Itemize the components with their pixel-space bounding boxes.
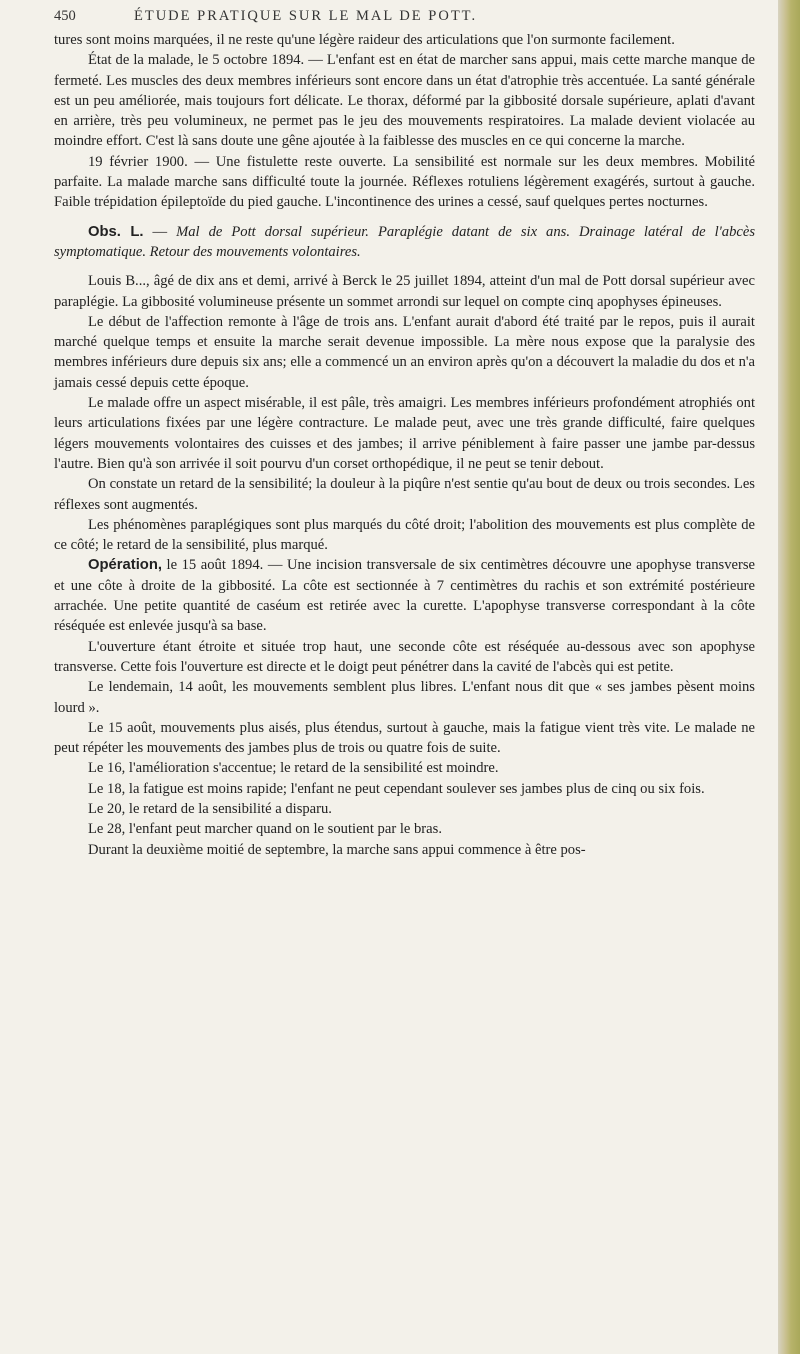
- observation-title: Mal de Pott dorsal supérieur. Paraplégie datant de six ans. Drainage latéral de l'abcès symptomatique. Retour des mouvements volontaires.: [54, 223, 755, 260]
- paragraph: Le 15 août, mouvements plus aisés, plus étendus, surtout à gauche, mais la fatigue vient très vite. Le malade ne peut répéter les mouvements des jambes plus de trois ou quatre fois de suite.: [54, 719, 755, 757]
- paragraph: On constate un retard de la sensibilité; la douleur à la piqûre n'est sentie qu'au bout de deux ou trois secondes. Les réflexes sont augmentés.: [54, 476, 755, 513]
- paragraph: Le début de l'affection remonte à l'âge de trois ans. L'enfant aurait d'abord été traité par le repos, puis il aurait marché quelque temps et ensuite la marche serait devenue impossible. La mère nous expose que la paralysie des membres inférieurs dure depuis six ans; elle a commencé un an environ après qu'on a découvert la maladie du dos et n'a jamais cessé depuis cette époque.: [54, 313, 755, 391]
- observation-label: Obs. L.: [88, 223, 144, 240]
- paragraph: Les phénomènes paraplégiques sont plus marqués du côté droit; l'abolition des mouvements est plus complète de ce côté; le retard de la sensibilité, plus marqué.: [54, 516, 755, 554]
- paragraph: [54, 555, 755, 636]
- paragraph: Le 28, l'enfant peut marcher quand on le soutient par le bras.: [88, 821, 442, 838]
- paragraph: Le 20, le retard de la sensibilité a disparu.: [88, 800, 332, 817]
- paragraph: Le malade offre un aspect misérable, il est pâle, très amaigri. Les membres inférieurs profondément atrophiés ont leurs articulations fixées par une légère contracture. Le malade peut, avec une très grande difficulté, faire quelques légers mouvements volontaires des cuisses et des jambes; il arrive péniblement à faire passer une jambe par-dessus l'autre. Bien qu'à son arrivée il soit pourvu d'un corset orthopédique, il ne peut se tenir debout.: [54, 395, 755, 472]
- operation-label: Opération,: [88, 557, 162, 574]
- paragraph: tures sont moins marquées, il ne reste qu'une légère raideur des articulations que l'on surmonte facilement.: [54, 32, 675, 48]
- paragraph: Le lendemain, 14 août, les mouvements semblent plus libres. L'enfant nous dit que « ses jambes pèsent moins lourd ».: [54, 679, 755, 716]
- paragraph: Durant la deuxième moitié de septembre, la marche sans appui commence à être pos-: [88, 841, 586, 858]
- paragraph: L'ouverture étant étroite et située trop haut, une seconde côte est réséquée au-dessous avec son apophyse transverse. Cette fois l'ouverture est directe et le doigt peut pénétrer dans la cavité de l'abcès qui est petite.: [54, 638, 755, 675]
- observation-dash: —: [143, 223, 177, 240]
- paragraph: 19 février 1900. — Une fistulette reste ouverte. La sensibilité est normale sur les deux membres. Mobilité parfaite. La malade marche sans difficulté toute la journée. Réflexes rotuliens légèrement exagérés, surtout à gauche. Faible trépidation épileptoïde du pied gauche. L'incontinence des urines a cessé, sauf quelques pertes nocturnes.: [54, 153, 755, 211]
- operation-text: le 15 août 1894. — Une incision transversale de six centimètres découvre une apophyse transverse et une côte à droite de la gibbosité. La côte est sectionnée à 7 centimètres du rachis et son extrémité postérieure arrachée. Une petite quantité de caséum est retirée avec la curette. L'apophyse transverse correspondant à la côte réséquée est enlevée jusqu'à sa base.: [54, 557, 755, 635]
- page-edge: [778, 0, 800, 1354]
- observation-heading: [54, 222, 755, 263]
- paragraph: Le 18, la fatigue est moins rapide; l'enfant ne peut cependant soulever ses jambes plus de cinq ou six fois.: [88, 780, 705, 797]
- page-number: 450: [54, 8, 76, 24]
- running-header: [54, 8, 754, 28]
- page-text: [54, 30, 755, 860]
- paragraph: Louis B..., âgé de dix ans et demi, arrivé à Berck le 25 juillet 1894, atteint d'un mal de Pott dorsal supérieur avec paraplégie. La gibbosité volumineuse présente un sommet arrondi sur lequel on compte cinq apophyses épineuses.: [54, 273, 755, 310]
- running-title: ÉTUDE PRATIQUE SUR LE MAL DE POTT.: [134, 8, 478, 24]
- paragraph: Le 16, l'amélioration s'accentue; le retard de la sensibilité est moindre.: [88, 760, 499, 777]
- paragraph: État de la malade, le 5 octobre 1894. — L'enfant est en état de marcher sans appui, mais cette marche manque de fermeté. Les muscles des deux membres inférieurs sont encore dans un état d'atrophie très accentuée. La santé générale est un peu améliorée, mais toujours fort délicate. Le thorax, déformé par la gibbosité dorsale supérieure, aplati d'avant en arrière, très peu volumineux, ne permet pas le jeu des mouvements respiratoires. La malade devient violacée au moindre effort. C'est là sans doute une gêne ajoutée à la faiblesse des muscles en ce qui concerne la marche.: [54, 52, 755, 150]
